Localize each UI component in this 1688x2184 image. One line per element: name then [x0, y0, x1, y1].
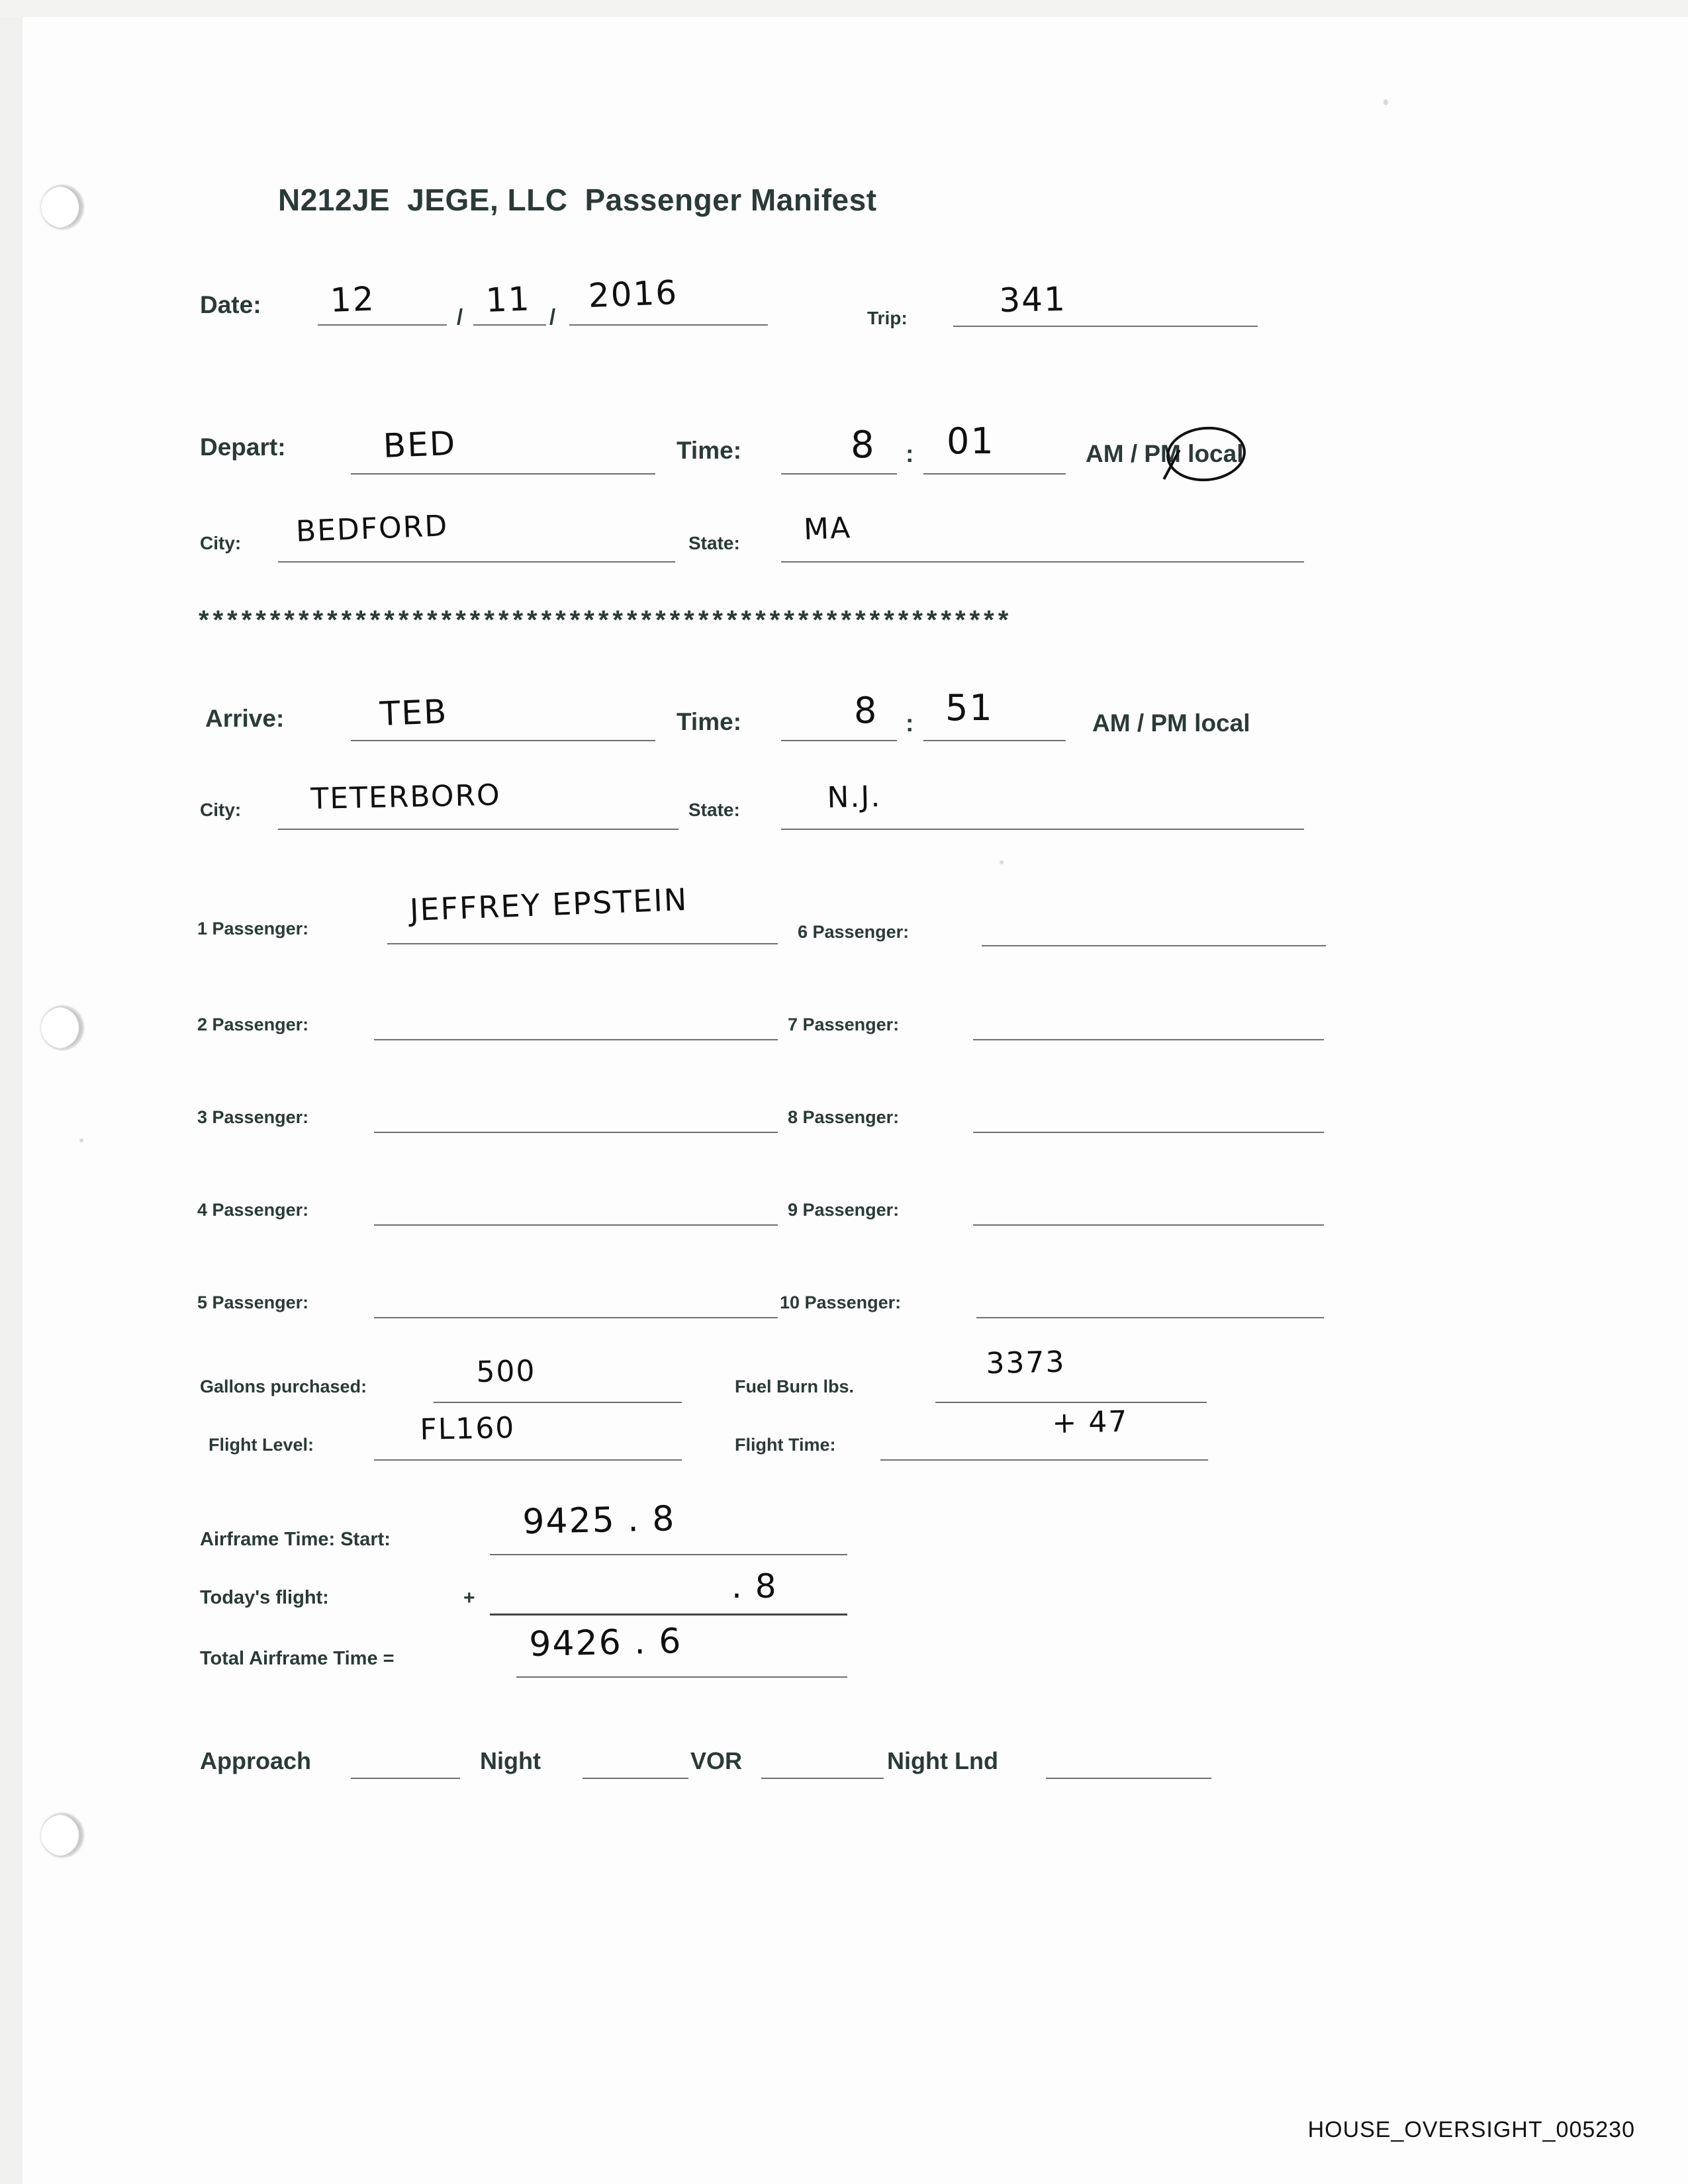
arrive-code-rule	[351, 740, 655, 741]
depart-city-rule	[278, 561, 675, 563]
depart-hour-rule	[781, 473, 897, 475]
todays-flight-plus: +	[463, 1587, 475, 1609]
approach-rule	[351, 1778, 460, 1779]
date-year-rule	[569, 324, 768, 326]
passenger-7-label: 7 Passenger:	[788, 1015, 900, 1034]
depart-label: Depart:	[200, 433, 286, 461]
depart-state-rule	[781, 561, 1304, 563]
depart-state-label: State:	[688, 533, 740, 553]
scan-speck	[1000, 860, 1004, 864]
airframe-start-value: 9425 . 8	[522, 1499, 676, 1542]
date-separator-2: /	[549, 304, 556, 329]
passenger-6-rule	[982, 945, 1326, 946]
date-separator-1: /	[457, 304, 463, 329]
passenger-8-rule	[973, 1132, 1324, 1133]
passenger-5-rule	[374, 1317, 778, 1318]
passenger-4-rule	[374, 1224, 778, 1226]
scan-edge-top	[0, 0, 1688, 17]
flight-level-label: Flight Level:	[209, 1435, 314, 1455]
total-airframe-rule	[516, 1676, 847, 1678]
gallons-purchased-value: 500	[475, 1354, 536, 1389]
depart-code-rule	[351, 473, 655, 475]
passenger-8-label: 8 Passenger:	[788, 1107, 900, 1127]
todays-flight-rule	[490, 1614, 847, 1615]
arrive-time-label: Time:	[677, 708, 742, 735]
depart-hour-value: 8	[851, 424, 876, 467]
passenger-3-label: 3 Passenger:	[197, 1107, 309, 1127]
arrive-hour-value: 8	[854, 690, 878, 731]
flight-level-rule	[374, 1459, 682, 1461]
flight-level-value: FL160	[419, 1410, 516, 1447]
passenger-3-rule	[374, 1132, 778, 1133]
flight-time-rule	[880, 1459, 1208, 1461]
passenger-2-rule	[374, 1039, 778, 1040]
passenger-2-label: 2 Passenger:	[197, 1015, 309, 1034]
approach-label: Approach	[200, 1747, 312, 1774]
punch-hole	[41, 1813, 83, 1857]
flight-time-value: + 47	[1051, 1404, 1129, 1440]
gallons-purchased-label: Gallons purchased:	[200, 1377, 367, 1396]
arrive-ampm-label: AM / PM local	[1092, 709, 1250, 737]
depart-ampm-label: AM / PM local	[1086, 440, 1244, 467]
depart-time-label: Time:	[677, 437, 742, 464]
todays-flight-value: . 8	[731, 1567, 778, 1606]
night-lnd-rule	[1046, 1778, 1211, 1779]
todays-flight-label: Today's flight:	[200, 1587, 329, 1608]
arrive-state-value: N.J.	[826, 780, 882, 815]
arrive-hour-rule	[781, 740, 897, 741]
date-label: Date:	[200, 291, 261, 318]
depart-city-label: City:	[200, 533, 242, 553]
passenger-10-label: 10 Passenger:	[780, 1293, 902, 1312]
trip-value: 341	[998, 279, 1067, 320]
passenger-6-label: 6 Passenger:	[798, 922, 910, 942]
trip-rule	[953, 326, 1258, 327]
scan-edge-left	[0, 0, 23, 2184]
passenger-9-rule	[973, 1224, 1324, 1226]
gallons-purchased-rule	[434, 1402, 682, 1403]
arrive-city-rule	[278, 829, 679, 830]
passenger-1-label: 1 Passenger:	[197, 919, 309, 938]
arrive-minute-rule	[923, 740, 1066, 741]
section-divider: *********************************************************	[199, 606, 1013, 635]
passenger-5-label: 5 Passenger:	[197, 1293, 309, 1312]
document-bates-id: HOUSE_OVERSIGHT_005230	[1307, 2117, 1635, 2142]
arrive-city-value: TETERBORO	[310, 778, 502, 816]
depart-minute-rule	[923, 473, 1066, 475]
date-year-value: 2016	[587, 273, 679, 315]
depart-state-value: MA	[803, 511, 853, 547]
airframe-start-rule	[490, 1554, 847, 1555]
night-label: Night	[480, 1747, 541, 1774]
trip-label: Trip:	[867, 308, 908, 328]
arrive-state-label: State:	[688, 799, 740, 820]
depart-minute-value: 01	[947, 420, 995, 462]
arrive-state-rule	[781, 829, 1304, 830]
title-tail-number: N212JE	[278, 183, 391, 217]
night-rule	[583, 1778, 688, 1779]
arrive-minute-value: 51	[945, 687, 994, 729]
date-day-value: 11	[485, 279, 532, 320]
passenger-1-value: JEFFREY EPSTEIN	[408, 881, 689, 928]
date-month-value: 12	[329, 279, 376, 320]
depart-code-value: BED	[382, 424, 457, 465]
page-title	[278, 182, 877, 218]
scan-speck	[1383, 99, 1388, 105]
total-airframe-label: Total Airframe Time =	[200, 1648, 395, 1669]
date-day-rule	[473, 324, 546, 326]
fuel-burn-value: 3373	[985, 1345, 1066, 1381]
title-operator: JEGE, LLC	[407, 183, 568, 217]
vor-rule	[761, 1778, 884, 1779]
fuel-burn-rule	[935, 1402, 1207, 1403]
scan-speck	[79, 1138, 83, 1142]
fuel-burn-label: Fuel Burn lbs.	[735, 1377, 855, 1396]
passenger-10-rule	[976, 1317, 1324, 1318]
pm-circled-marker	[1164, 424, 1248, 484]
title-form-type: Passenger Manifest	[585, 183, 877, 217]
punch-hole	[41, 185, 83, 229]
flight-time-label: Flight Time:	[735, 1435, 836, 1455]
arrive-time-colon: :	[906, 709, 914, 737]
night-lnd-label: Night Lnd	[887, 1747, 998, 1774]
arrive-code-value: TEB	[379, 692, 449, 733]
punch-hole	[41, 1006, 83, 1050]
date-month-rule	[318, 324, 447, 326]
depart-time-colon: :	[906, 440, 914, 467]
passenger-4-label: 4 Passenger:	[197, 1200, 309, 1220]
passenger-9-label: 9 Passenger:	[788, 1200, 900, 1220]
airframe-start-label: Airframe Time: Start:	[200, 1529, 391, 1550]
passenger-1-rule	[387, 943, 778, 944]
vor-label: VOR	[690, 1747, 743, 1774]
passenger-7-rule	[973, 1039, 1324, 1040]
total-airframe-value: 9426 . 6	[528, 1621, 682, 1664]
arrive-city-label: City:	[200, 799, 242, 820]
arrive-label: Arrive:	[205, 705, 285, 732]
depart-city-value: BEDFORD	[295, 509, 449, 549]
